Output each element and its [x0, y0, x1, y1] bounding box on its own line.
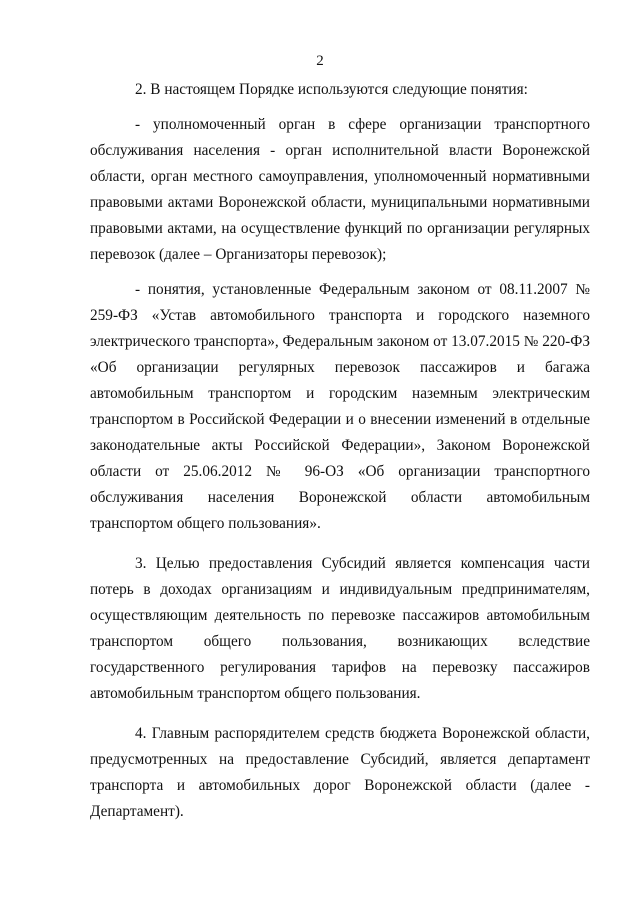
paragraph-authorized-body: - уполномоченный орган в сфере организации транспортного обслуживания населения - орган исполнительной власти Воронежской области, орган местного самоуправления, уполномоченный нормативными правовыми актами Воронежской области, муниципальными нормативными правовыми актами, на осуществление функций по организации регулярных перевозок (далее – Организаторы перевозок); — [90, 116, 590, 263]
paragraph-subsidy-purpose: 3. Целью предоставления Субсидий является компенсация части потерь в доходах организациям и индивидуальным предпринимателям, осуществляющим деятельность по перевозке пассажиров автомобильным транспортом общего пользования, возникающих вследствие государственного регулирования тарифов на перевозку пассажиров автомобильным транспортом общего пользования. — [90, 555, 590, 702]
paragraph-main-administrator: 4. Главным распорядителем средств бюджета Воронежской области, предусмотренных на предоставление Субсидий, является департамент транспорта и автомобильных дорог Воронежской области (далее - Департамент). — [90, 725, 590, 820]
paragraph-definitions-intro: 2. В настоящем Порядке используются следующие понятия: — [135, 81, 528, 98]
paragraph-federal-law-concepts: - понятия, установленные Федеральным законом от 08.11.2007 № 259-ФЗ «Устав автомобильного транспорта и городского наземного электрического транспорта», Федеральным законом от 13.07.2015 № 220-ФЗ «Об организации регулярных перевозок пассажиров и багажа автомобильным транспортом и городским наземным электрическим транспортом в Российской Федерации и о внесении изменений в отдельные законодательные акты Российской Федерации», Законом Воронежской области от 25.06.2012 № 96-ОЗ «Об организации транспортного обслуживания населения Воронежской области автомобильным транспортом общего пользования». — [90, 281, 590, 532]
page-number: 2 — [316, 53, 324, 69]
document-body — [90, 77, 590, 825]
